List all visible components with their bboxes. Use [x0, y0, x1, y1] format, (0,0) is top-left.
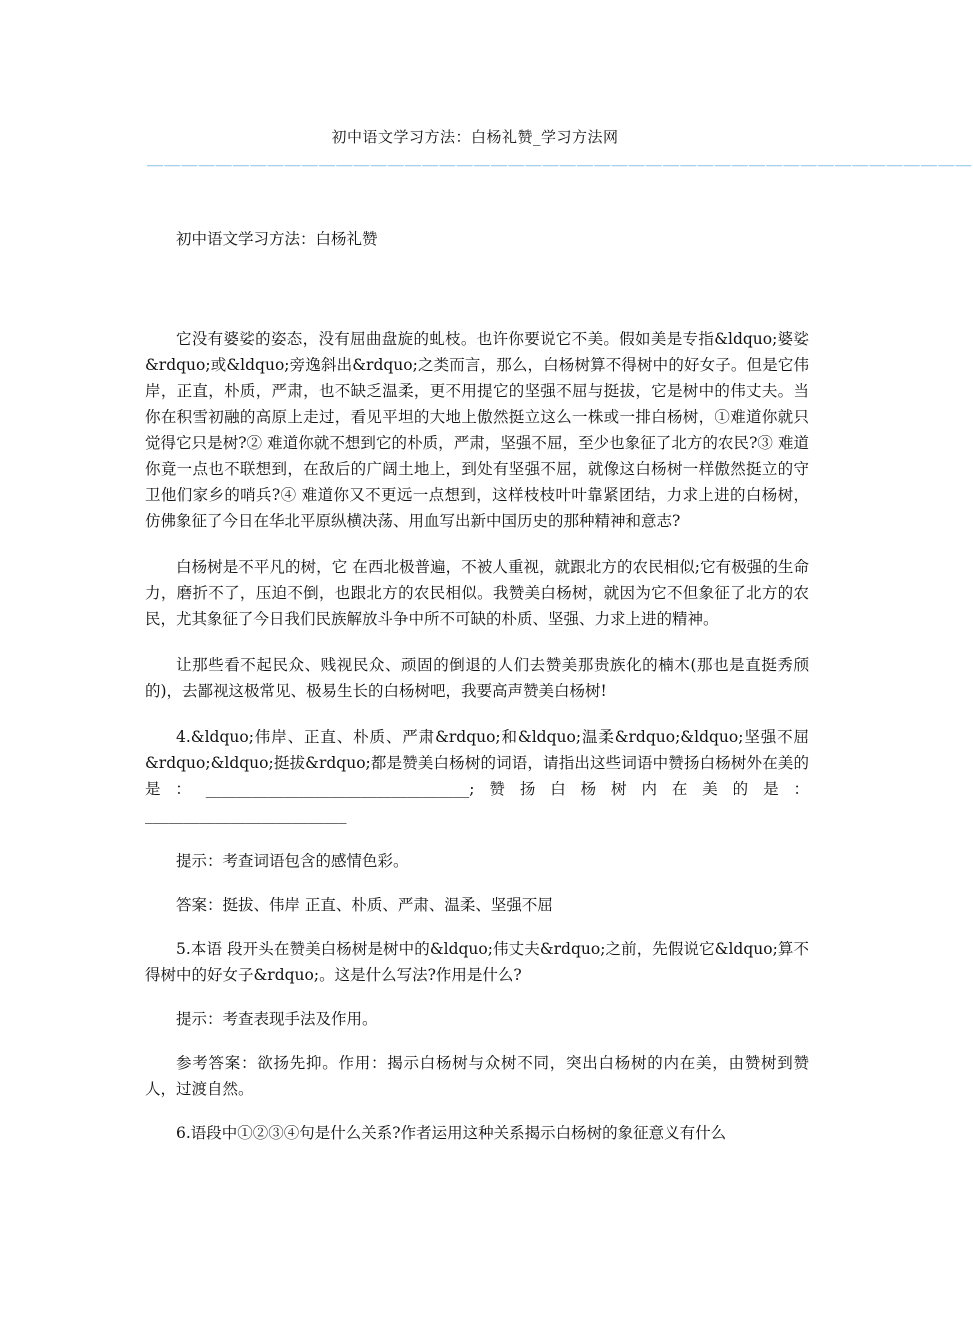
header-divider: ＿＿＿＿＿＿＿＿＿＿＿＿＿＿＿＿＿＿＿＿＿＿＿＿＿＿＿＿＿＿＿＿＿＿＿＿＿＿＿＿＿＿＿＿＿＿＿＿: [147, 149, 973, 168]
document-heading: 初中语文学习方法：白杨礼赞: [176, 230, 378, 248]
document-body: [145, 226, 809, 1146]
paragraph-2: 白杨树是不平凡的树，它 在西北极普遍，不被人重视，就跟北方的农民相似;它有极强的生命力，磨折不了，压迫不倒，也跟北方的农民相似。我赞美白杨树，就因为它不但象征了北方的农民，尤其象征了今日我们民族解放斗争中所不可缺的朴质、坚强、力求上进的精神。: [145, 558, 809, 628]
answer-4: 答案：挺拔、伟岸 正直、朴质、严肃、温柔、坚强不屈: [176, 896, 553, 914]
question-5: 5.本语 段开头在赞美白杨树是树中的&ldquo;伟丈夫&rdquo;之前，先假说它&ldquo;算不得树中的好女子&rdquo;。这是什么写法?作用是什么?: [145, 940, 809, 984]
question-6: 6.语段中①②③④句是什么关系?作者运用这种关系揭示白杨树的象征意义有什么: [176, 1124, 727, 1142]
answer-5: 参考答案：欲扬先抑。作用：揭示白杨树与众树不同，突出白杨树的内在美，由赞树到赞人，过渡自然。: [145, 1054, 809, 1098]
hint-4: 提示：考查词语包含的感情色彩。: [176, 852, 409, 870]
page-header-title: 初中语文学习方法：白杨礼赞_学习方法网: [331, 128, 619, 146]
hint-5: 提示：考查表现手法及作用。: [176, 1010, 378, 1028]
question-4: 4.&ldquo;伟岸、正直、朴质、严肃&rdquo;和&ldquo;温柔&rdquo;&ldquo;坚强不屈&rdquo;&ldquo;挺拔&rdquo;都是赞美白杨树的词语，请指出这些词语中赞扬白杨树外在美的是：__________________________________;赞扬白杨树内在美的是：__________________________: [145, 728, 809, 824]
paragraph-3: 让那些看不起民众、贱视民众、顽固的倒退的人们去赞美那贵族化的楠木(那也是直挺秀颀的)，去鄙视这极常见、极易生长的白杨树吧，我要高声赞美白杨树!: [145, 656, 809, 700]
paragraph-1: 它没有婆娑的姿态，没有屈曲盘旋的虬枝。也许你要说它不美。假如美是专指&ldquo;婆娑&rdquo;或&ldquo;旁逸斜出&rdquo;之类而言，那么，白杨树算不得树中的好女子。但是它伟岸，正直，朴质，严肃，也不缺乏温柔，更不用提它的坚强不屈与挺拔，它是树中的伟丈夫。当你在积雪初融的高原上走过，看见平坦的大地上傲然挺立这么一株或一排白杨树，①难道你就只觉得它只是树?② 难道你就不想到它的朴质，严肃，坚强不屈，至少也象征了北方的农民?③ 难道你竟一点也不联想到，在敌后的广阔土地上，到处有坚强不屈，就像这白杨树一样傲然挺立的守卫他们家乡的哨兵?④ 难道你又不更远一点想到，这样枝枝叶叶靠紧团结，力求上进的白杨树，仿佛象征了今日在华北平原纵横决荡、用血写出新中国历史的那种精神和意志?: [145, 330, 809, 530]
